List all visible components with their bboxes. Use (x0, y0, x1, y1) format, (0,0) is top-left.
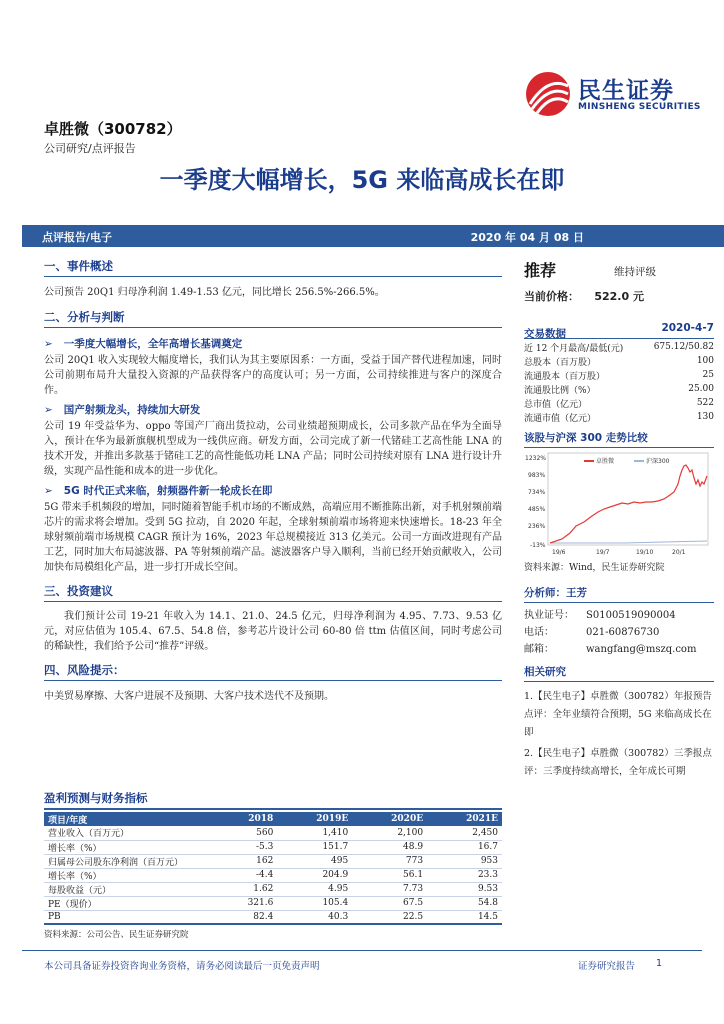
table-row (524, 354, 714, 368)
related-item[interactable]: 1.【民生电子】卓胜微（300782）年报预告点评：全年业绩符合预期，5G 来临高成长在即 (524, 691, 712, 738)
table-cell: PB (44, 910, 214, 924)
analyst-row (524, 624, 714, 641)
x-tick-label: 20/1 (672, 549, 686, 556)
x-tick-label: 19/7 (596, 549, 610, 556)
table-header: 项目/年度 (48, 815, 88, 826)
table-cell: 16.7 (427, 840, 502, 854)
section-title: 二、分析与判断 (44, 310, 125, 324)
table-cell: 4.95 (277, 882, 352, 896)
left-column (44, 258, 502, 704)
divider (44, 680, 502, 681)
analyst-label: 执业证号： (524, 610, 574, 621)
table-cell: 1,410 (277, 826, 352, 840)
y-tick-label: 485% (528, 506, 546, 513)
logo-mark-icon (522, 70, 574, 118)
trade-title: 交易数据 (524, 328, 566, 340)
table-header: 2019E (316, 814, 349, 824)
y-tick-label: 983% (528, 472, 546, 479)
table-cell: 流通股本（百万股） (524, 371, 606, 382)
legend-label: 沪深300 (646, 458, 670, 465)
paragraph: 中美贸易摩擦、大客户进展不及预期、大客户技术迭代不及预期。 (44, 691, 334, 702)
table-cell: 67.5 (352, 896, 427, 910)
table-cell: 流通市值（亿元） (524, 413, 597, 424)
table-cell: PE（现价） (44, 896, 214, 910)
price-value: 522.0 元 (594, 290, 644, 303)
rating-block (524, 258, 714, 286)
divider (524, 681, 714, 682)
related-list (524, 688, 714, 781)
report-date: 2020 年 04 月 08 日 (470, 231, 584, 244)
table-cell: 25.00 (688, 384, 714, 394)
divider (524, 447, 714, 448)
financial-table (44, 812, 502, 925)
footer-label: 证券研究报告 (578, 961, 636, 972)
table-cell: 151.7 (277, 840, 352, 854)
table-cell: 675.12/50.82 (653, 342, 714, 352)
table-row (44, 854, 502, 868)
table-cell: 总股本（百万股） (524, 357, 597, 368)
stock-line (550, 465, 707, 543)
table-cell: 7.73 (352, 882, 427, 896)
report-type: 公司研究/点评报告 (44, 142, 136, 155)
table-cell: 48.9 (352, 840, 427, 854)
analyst-label: 电话： (524, 627, 554, 638)
analyst-info (524, 607, 714, 658)
table-cell: 321.6 (214, 896, 277, 910)
table-cell: 14.5 (427, 910, 502, 924)
table-cell: 56.1 (352, 868, 427, 882)
y-tick-label: -13% (530, 542, 546, 549)
analyst-value: 021-60876730 (586, 627, 660, 638)
trade-table (524, 340, 714, 424)
analyst-value: S0100519090004 (586, 610, 676, 621)
table-cell: 54.8 (427, 896, 502, 910)
table-header: 2018 (248, 814, 274, 824)
divider (44, 276, 502, 277)
table-cell: 归属母公司股东净利润（百万元） (44, 854, 214, 868)
table-cell: 2,450 (427, 826, 502, 840)
y-tick-label: 734% (528, 489, 546, 496)
divider (44, 601, 502, 602)
table-cell: 130 (696, 412, 714, 422)
trade-date: 2020-4-7 (661, 322, 714, 334)
subsection-title (44, 483, 502, 498)
section-title: 一、事件概述 (44, 259, 113, 273)
table-cell: -5.3 (214, 840, 277, 854)
table-header: 2021E (466, 814, 498, 824)
table-cell: 1.62 (214, 882, 277, 896)
subsection-title (44, 402, 502, 417)
chart-title: 该股与沪深 300 走势比较 (524, 432, 648, 444)
table-header: 2020E (391, 814, 424, 824)
financial-table-block (44, 790, 502, 940)
table-header-row (44, 812, 502, 826)
table-cell: -4.4 (214, 868, 277, 882)
table-cell: 40.3 (277, 910, 352, 924)
table-cell: 22.5 (352, 910, 427, 924)
bullet-arrow-icon: ➢ (44, 485, 53, 497)
table-row (524, 368, 714, 382)
table-cell: 近 12 个月最高/最低(元) (524, 343, 624, 354)
table-cell: 522 (696, 398, 714, 408)
report-category: 点评报告/电子 (42, 231, 113, 244)
paragraph: 我们预计公司 19-21 年收入为 14.1、21.0、24.5 亿元，归母净利润为 4.95、7.73、9.53 亿元，对应估值为 105.4、67.5、54.8 倍，参考芯片设计公司 60-80 倍 ttm 估值区间，同时考虑公司的稀缺性，我们给予公司“推荐”评级。 (44, 611, 502, 652)
analyst-row (524, 641, 714, 658)
rating: 推荐 (524, 261, 557, 280)
analyst-row (524, 607, 714, 624)
table-row (524, 410, 714, 424)
rating-note: 维持评级 (614, 266, 656, 278)
logo-cn: 民生证券 (578, 78, 674, 104)
legend-label: 卓胜微 (596, 458, 615, 465)
footer-disclaimer: 本公司具备证券投资咨询业务资格，请务必阅读最后一页免责声明 (44, 961, 320, 972)
page-title: 一季度大幅增长，5G 来临高成长在即 (159, 166, 565, 194)
related-title: 相关研究 (524, 666, 566, 678)
subsection-label: 国产射频龙头，持续加大研发 (63, 404, 201, 416)
bullet-arrow-icon: ➢ (44, 338, 53, 350)
paragraph: 5G 带来手机频段的增加，同时随着智能手机市场的不断成熟，高端应用不断推陈出新，对手机射频前端芯片的需求将会增加。受到 5G 拉动，自 2020 年起，全球射频前端市场将迎来快速增长。18-23 年全球射频前端市场规模 CAGR 预计为 16%，2023 年总规模接近 313 亿美元。公司一方面改进现有产品工艺，同时加大布局滤波器、PA 等射频前端产品。滤波器客户导入顺利，当前已经开始贡献收入，公司加快布局模组化产品，进一步打开成长空间。 (44, 502, 502, 573)
minsheng-logo (522, 70, 702, 120)
footer-divider (22, 950, 702, 951)
divider (44, 808, 502, 810)
subsection-label: 一季度大幅增长，全年高增长基调奠定 (63, 338, 243, 350)
table-cell: 流通股比例（%） (524, 385, 596, 396)
section-title: 三、投资建议 (44, 584, 113, 598)
table-row (44, 910, 502, 924)
table-cell: 560 (214, 826, 277, 840)
table-source: 资料来源：公司公告、民生证券研究院 (44, 930, 189, 940)
x-tick-label: 19/6 (552, 549, 566, 556)
analyst-label: 邮箱： (524, 644, 554, 655)
table-cell: 营业收入（百万元） (44, 826, 214, 840)
subsection-label: 5G 时代正式来临，射频器件新一轮成长在即 (63, 485, 273, 497)
chart-source: 资料来源：Wind，民生证券研究院 (524, 563, 665, 573)
table-title: 盈利预测与财务指标 (44, 791, 148, 805)
table-cell: 增长率（%） (44, 868, 214, 882)
price-block (524, 288, 714, 304)
x-tick-label: 19/10 (636, 549, 654, 556)
table-cell: 162 (214, 854, 277, 868)
divider (524, 602, 714, 603)
bullet-arrow-icon: ➢ (44, 404, 53, 416)
trade-header (524, 322, 714, 340)
table-cell: 每股收益（元） (44, 882, 214, 896)
related-item[interactable]: 2.【民生电子】卓胜微（300782）三季报点评：三季度持续高增长，全年成长可期 (524, 748, 712, 777)
y-tick-label: 236% (528, 523, 546, 530)
table-row (44, 868, 502, 882)
company-name: 卓胜微（300782） (44, 120, 182, 138)
table-row (44, 826, 502, 840)
table-row (524, 340, 714, 354)
paragraph: 公司预告 20Q1 归母净利润 1.49-1.53 亿元，同比增长 256.5%-266.5%。 (44, 287, 385, 298)
analyst-title: 分析师：王芳 (524, 587, 587, 599)
table-row (44, 840, 502, 854)
right-column (524, 258, 714, 781)
table-row (524, 396, 714, 410)
logo-en: MINSHENG SECURITIES (578, 102, 701, 112)
table-cell: 495 (277, 854, 352, 868)
y-tick-label: 1232% (525, 455, 546, 462)
table-row (524, 382, 714, 396)
table-row (44, 896, 502, 910)
index-line (550, 541, 707, 543)
analyst-email[interactable]: wangfang@mszq.com (586, 644, 697, 655)
divider (44, 327, 502, 328)
table-cell: 9.53 (427, 882, 502, 896)
table-row (44, 882, 502, 896)
table-cell: 25 (702, 370, 714, 380)
table-cell: 23.3 (427, 868, 502, 882)
table-cell: 2,100 (352, 826, 427, 840)
table-cell: 增长率（%） (44, 840, 214, 854)
stock-chart (524, 450, 714, 558)
table-cell: 204.9 (277, 868, 352, 882)
table-cell: 总市值（亿元） (524, 399, 588, 410)
paragraph: 公司 20Q1 收入实现较大幅度增长，我们认为其主要原因系：一方面，受益于国产替代进程加速，同时公司前期布局升大量投入资源的产品获得客户的高度认可；另一方面，公司持续推进与客户的深度合作。 (44, 355, 502, 396)
table-cell: 773 (352, 854, 427, 868)
table-cell: 82.4 (214, 910, 277, 924)
page-number: 1 (656, 958, 663, 969)
subsection-title (44, 336, 502, 351)
table-cell: 105.4 (277, 896, 352, 910)
paragraph: 公司 19 年受益华为、oppo 等国产厂商出货拉动，公司业绩超预期成长，公司多款产品在华为全面导入，预计在华为最新旗舰机型成为一线供应商。研发方面，公司完成了新一代锗硅工艺高性能 LNA 的技术开发，并推出多款基于锗硅工艺的高性能低功耗 LNA 产品；同时公司持续对原有 LNA 进行设计升级，实现产品性能和成本的进一步优化。 (44, 421, 502, 477)
price-label: 当前价格： (524, 290, 579, 303)
section-title: 四、风险提示： (44, 663, 125, 677)
report-bar (22, 225, 724, 247)
table-cell: 953 (427, 854, 502, 868)
table-cell: 100 (696, 356, 714, 366)
